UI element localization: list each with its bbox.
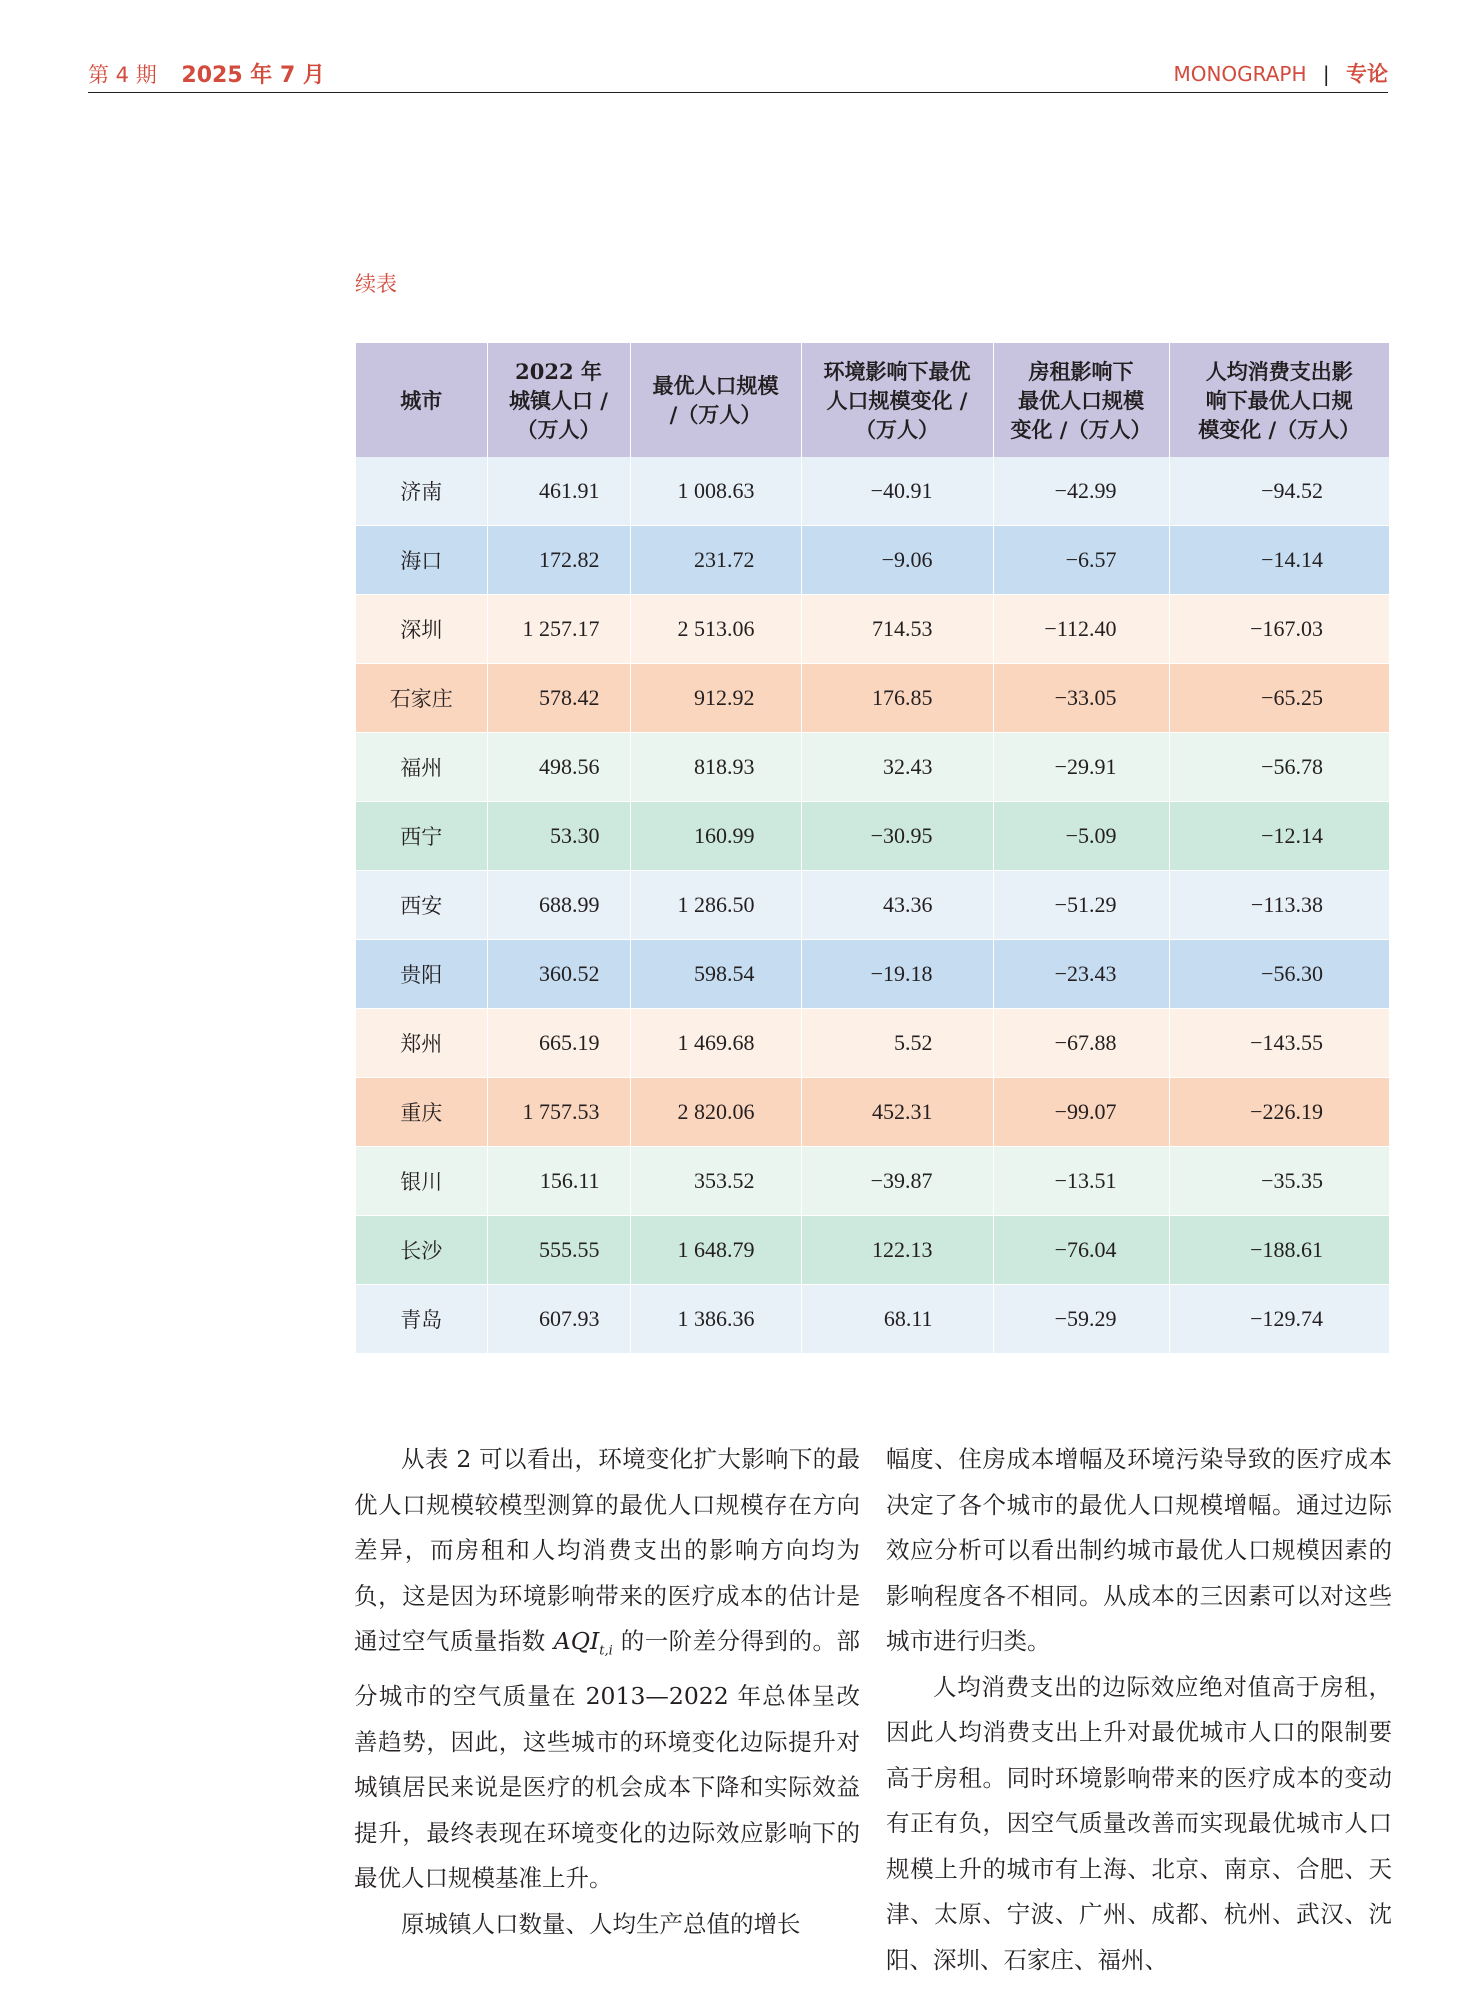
cell-optimal: 1 286.50 xyxy=(630,871,801,940)
cell-optimal: 231.72 xyxy=(630,526,801,595)
cell-rent-change: −112.40 xyxy=(993,595,1169,664)
cell-city: 石家庄 xyxy=(356,664,487,733)
cell-rent-change: −67.88 xyxy=(993,1009,1169,1078)
cell-city: 西安 xyxy=(356,871,487,940)
cell-env-change: −39.87 xyxy=(801,1147,993,1216)
cell-env-change: 5.52 xyxy=(801,1009,993,1078)
cell-rent-change: −29.91 xyxy=(993,733,1169,802)
cell-env-change: −40.91 xyxy=(801,457,993,526)
header-env: 环境影响下最优 人口规模变化 / （万人） xyxy=(801,343,993,457)
cell-pop2022: 1 257.17 xyxy=(487,595,630,664)
cell-optimal: 598.54 xyxy=(630,940,801,1009)
header-rent: 房租影响下 最优人口规模 变化 /（万人） xyxy=(993,343,1169,457)
cell-pop2022: 688.99 xyxy=(487,871,630,940)
cell-env-change: −30.95 xyxy=(801,802,993,871)
cell-optimal: 2 820.06 xyxy=(630,1078,801,1147)
cell-city: 济南 xyxy=(356,457,487,526)
cell-rent-change: −59.29 xyxy=(993,1285,1169,1354)
cell-rent-change: −23.43 xyxy=(993,940,1169,1009)
cell-env-change: 452.31 xyxy=(801,1078,993,1147)
paragraph: 幅度、住房成本增幅及环境污染导致的医疗成本决定了各个城市的最优人口规模增幅。通过边际效应分析可以看出制约城市最优人口规模因素的影响程度各不相同。从成本的三因素可以对这些城市进行归类。 xyxy=(886,1445,1392,1655)
cell-city: 青岛 xyxy=(356,1285,487,1354)
cell-rent-change: −76.04 xyxy=(993,1216,1169,1285)
cell-consume-change: −113.38 xyxy=(1169,871,1389,940)
section-info xyxy=(1173,58,1388,88)
aqi-subscript: t,i xyxy=(599,1643,613,1659)
issue-date: 2025 年 7 月 xyxy=(181,63,325,88)
table-row xyxy=(356,940,1389,1009)
cell-rent-change: −99.07 xyxy=(993,1078,1169,1147)
paragraph-text: 从表 2 可以看出，环境变化扩大影响下的最优人口规模较模型测算的最优人口规模存在方向差异，而房租和人均消费支出的影响方向均为负，这是因为环境影响带来的医疗成本的估计是通过空气质量指数 xyxy=(354,1445,860,1655)
table-caption: 续表 xyxy=(355,272,397,296)
cell-consume-change: −226.19 xyxy=(1169,1078,1389,1147)
cell-consume-change: −56.78 xyxy=(1169,733,1389,802)
cell-optimal: 912.92 xyxy=(630,664,801,733)
cell-consume-change: −56.30 xyxy=(1169,940,1389,1009)
cell-env-change: −9.06 xyxy=(801,526,993,595)
cell-city: 西宁 xyxy=(356,802,487,871)
cell-env-change: 176.85 xyxy=(801,664,993,733)
cell-pop2022: 498.56 xyxy=(487,733,630,802)
table-row xyxy=(356,733,1389,802)
cell-rent-change: −5.09 xyxy=(993,802,1169,871)
cell-rent-change: −51.29 xyxy=(993,871,1169,940)
issue-number: 第 4 期 xyxy=(88,63,157,87)
cell-optimal: 1 469.68 xyxy=(630,1009,801,1078)
cell-consume-change: −167.03 xyxy=(1169,595,1389,664)
data-table xyxy=(356,343,1389,1354)
cell-pop2022: 555.55 xyxy=(487,1216,630,1285)
header-separator: | xyxy=(1322,62,1330,86)
cell-env-change: 122.13 xyxy=(801,1216,993,1285)
paragraph xyxy=(354,1437,860,1902)
cell-pop2022: 461.91 xyxy=(487,457,630,526)
cell-optimal: 353.52 xyxy=(630,1147,801,1216)
cell-city: 郑州 xyxy=(356,1009,487,1078)
cell-env-change: 68.11 xyxy=(801,1285,993,1354)
cell-pop2022: 172.82 xyxy=(487,526,630,595)
table-header-row xyxy=(356,343,1389,457)
aqi-symbol: AQI xyxy=(553,1627,600,1655)
cell-pop2022: 53.30 xyxy=(487,802,630,871)
table-row xyxy=(356,1078,1389,1147)
table-row xyxy=(356,802,1389,871)
cell-consume-change: −65.25 xyxy=(1169,664,1389,733)
cell-city: 长沙 xyxy=(356,1216,487,1285)
cell-pop2022: 156.11 xyxy=(487,1147,630,1216)
cell-consume-change: −143.55 xyxy=(1169,1009,1389,1078)
cell-optimal: 1 008.63 xyxy=(630,457,801,526)
issue-info xyxy=(88,58,325,89)
table-row xyxy=(356,871,1389,940)
body-column-right xyxy=(886,1437,1392,1983)
paragraph: 原城镇人口数量、人均生产总值的增长 xyxy=(401,1909,801,1938)
cell-city: 重庆 xyxy=(356,1078,487,1147)
header-city: 城市 xyxy=(356,343,487,457)
paragraph-text: 的一阶差分得到的。部分城市的空气质量在 2013—2022 年总体呈改善趋势，因此，这些城市的环境变化边际提升对城镇居民来说是医疗的机会成本下降和实际效益提升，最终表现在环境变化的边际效应影响下的最优人口规模基准上升。 xyxy=(354,1627,860,1893)
cell-optimal: 160.99 xyxy=(630,802,801,871)
cell-city: 海口 xyxy=(356,526,487,595)
table-row xyxy=(356,595,1389,664)
table-row xyxy=(356,526,1389,595)
cell-optimal: 818.93 xyxy=(630,733,801,802)
paragraph: 人均消费支出的边际效应绝对值高于房租，因此人均消费支出上升对最优城市人口的限制要高于房租。同时环境影响带来的医疗成本的变动有正有负，因空气质量改善而实现最优城市人口规模上升的城市有上海、北京、南京、合肥、天津、太原、宁波、广州、成都、杭州、武汉、沈阳、深圳、石家庄、福州、 xyxy=(886,1672,1392,1974)
cell-city: 银川 xyxy=(356,1147,487,1216)
cell-rent-change: −6.57 xyxy=(993,526,1169,595)
cell-consume-change: −12.14 xyxy=(1169,802,1389,871)
cell-pop2022: 665.19 xyxy=(487,1009,630,1078)
cell-consume-change: −14.14 xyxy=(1169,526,1389,595)
cell-env-change: 714.53 xyxy=(801,595,993,664)
cell-consume-change: −129.74 xyxy=(1169,1285,1389,1354)
cell-rent-change: −13.51 xyxy=(993,1147,1169,1216)
cell-pop2022: 360.52 xyxy=(487,940,630,1009)
cell-city: 贵阳 xyxy=(356,940,487,1009)
cell-consume-change: −94.52 xyxy=(1169,457,1389,526)
cell-pop2022: 578.42 xyxy=(487,664,630,733)
cell-pop2022: 607.93 xyxy=(487,1285,630,1354)
cell-city: 深圳 xyxy=(356,595,487,664)
cell-rent-change: −42.99 xyxy=(993,457,1169,526)
section-name: 专论 xyxy=(1346,62,1388,86)
header-pop2022: 2022 年 城镇人口 / （万人） xyxy=(487,343,630,457)
table-row xyxy=(356,1216,1389,1285)
header-optimal: 最优人口规模 /（万人） xyxy=(630,343,801,457)
page-header xyxy=(88,54,1388,93)
cell-pop2022: 1 757.53 xyxy=(487,1078,630,1147)
journal-name: MONOGRAPH xyxy=(1173,62,1307,86)
header-consume: 人均消费支出影 响下最优人口规 模变化 /（万人） xyxy=(1169,343,1389,457)
cell-optimal: 1 386.36 xyxy=(630,1285,801,1354)
cell-consume-change: −188.61 xyxy=(1169,1216,1389,1285)
body-column-left xyxy=(354,1437,860,1947)
cell-consume-change: −35.35 xyxy=(1169,1147,1389,1216)
cell-optimal: 1 648.79 xyxy=(630,1216,801,1285)
table-row xyxy=(356,457,1389,526)
table-row xyxy=(356,1147,1389,1216)
cell-rent-change: −33.05 xyxy=(993,664,1169,733)
cell-env-change: 32.43 xyxy=(801,733,993,802)
cell-env-change: 43.36 xyxy=(801,871,993,940)
cell-optimal: 2 513.06 xyxy=(630,595,801,664)
table-row xyxy=(356,1285,1389,1354)
cell-env-change: −19.18 xyxy=(801,940,993,1009)
table-row xyxy=(356,1009,1389,1078)
cell-city: 福州 xyxy=(356,733,487,802)
table-row xyxy=(356,664,1389,733)
